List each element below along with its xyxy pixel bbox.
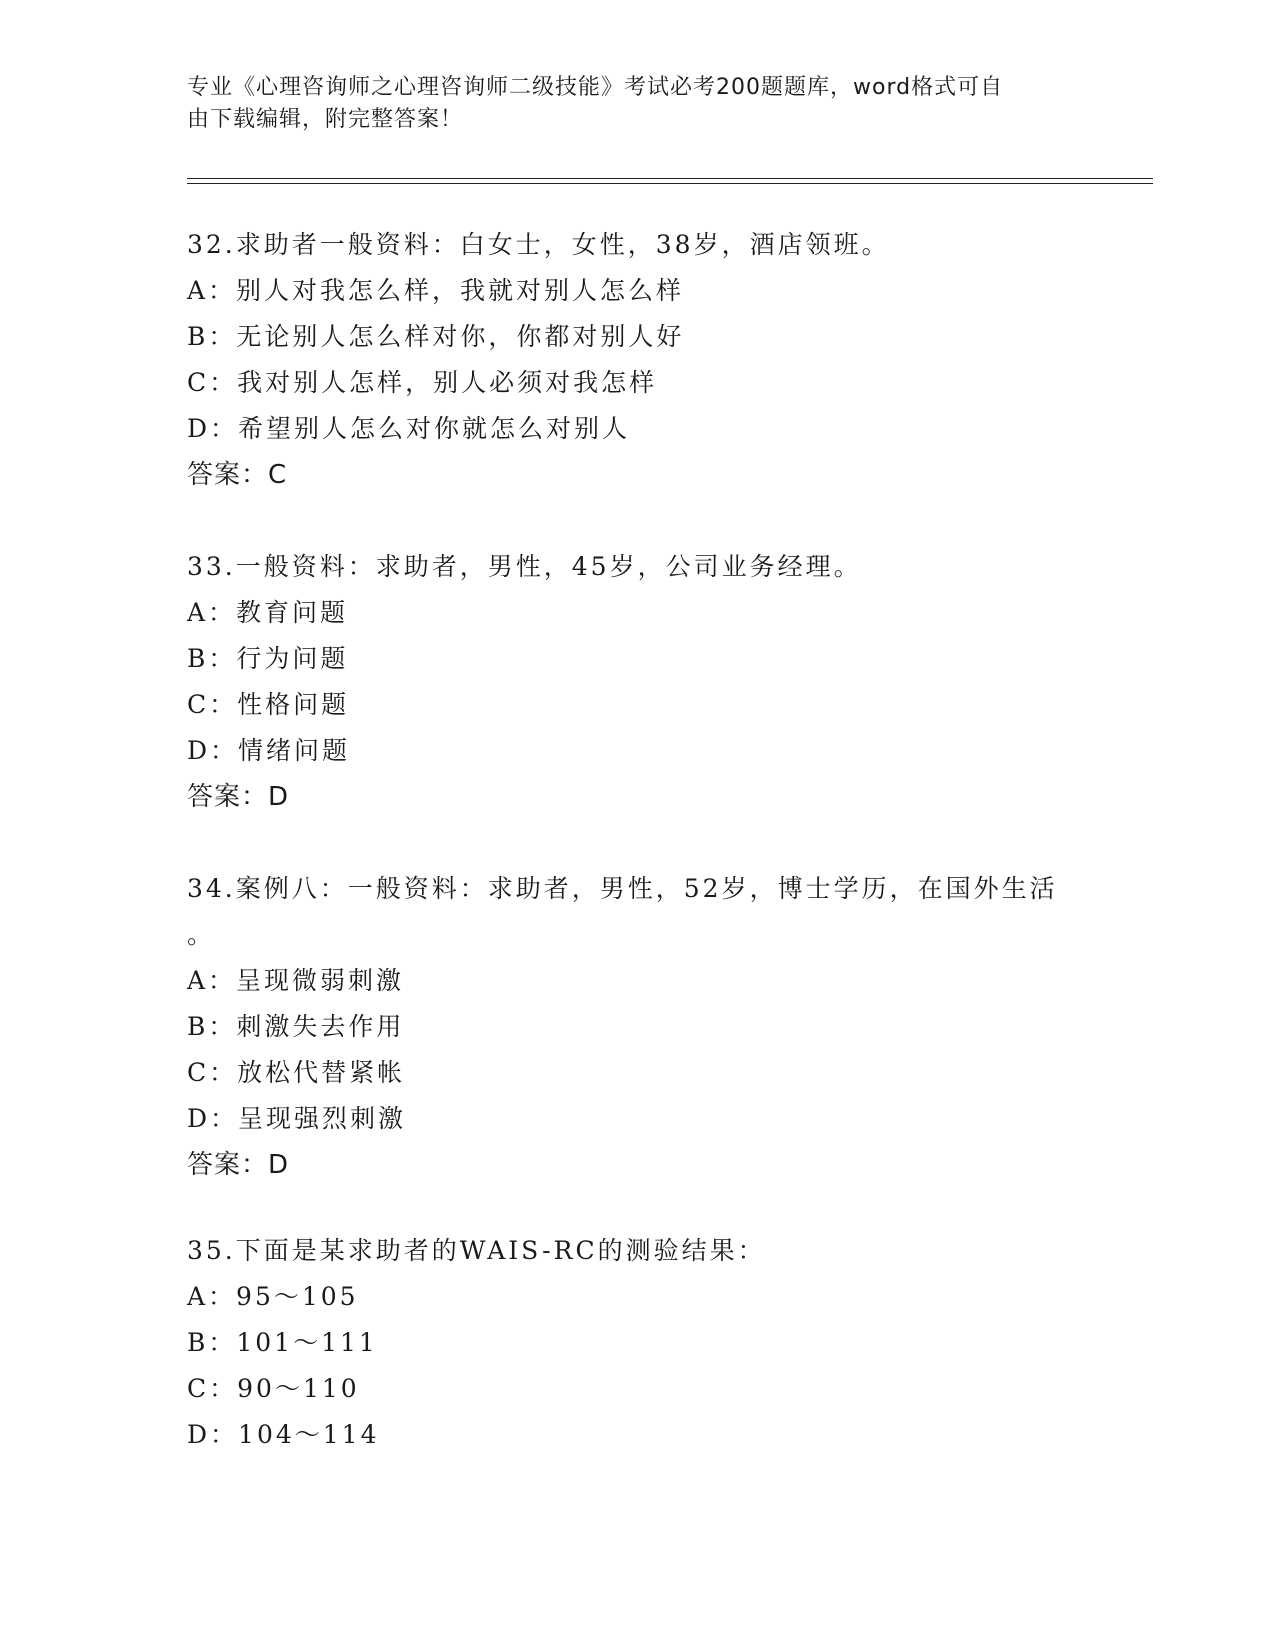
option-c: C：我对别人怎样，别人必须对我怎样: [187, 368, 658, 397]
option-c: C：放松代替紧帐: [187, 1058, 406, 1087]
option-b: B：行为问题: [187, 644, 349, 673]
option-c: C：性格问题: [187, 690, 350, 719]
header-rule-top: [187, 178, 1153, 179]
option-a: A：教育问题: [187, 598, 349, 627]
option-d: D：104～114: [187, 1420, 380, 1449]
option-a: A：呈现微弱刺激: [187, 966, 405, 995]
option-b: B：101～111: [187, 1328, 378, 1357]
header-line-1: 专业《心理咨询师之心理咨询师二级技能》考试必考200题题库，word格式可自: [187, 75, 1004, 100]
option-a: A：别人对我怎么样，我就对别人怎么样: [187, 276, 685, 305]
option-a: A：95～105: [187, 1282, 359, 1311]
header-rule-bottom: [187, 183, 1153, 184]
header-line-2: 由下载编辑，附完整答案！: [187, 107, 464, 132]
option-d: D：情绪问题: [187, 736, 351, 765]
question-32: [187, 222, 1087, 498]
option-d: D：呈现强烈刺激: [187, 1104, 407, 1133]
question-stem: 34.案例八：一般资料：求助者，男性，52岁，博士学历，在国外生活: [187, 874, 1058, 903]
question-stem-continued: 。: [187, 920, 216, 949]
option-d: D：希望别人怎么对你就怎么对别人: [187, 414, 631, 443]
question-33: [187, 544, 1087, 820]
question-34: [187, 866, 1087, 1188]
document-header: [187, 72, 1067, 136]
answer: 答案：C: [187, 460, 288, 490]
answer: 答案：D: [187, 1150, 290, 1180]
answer: 答案：D: [187, 782, 290, 812]
option-b: B：刺激失去作用: [187, 1012, 405, 1041]
question-stem: 35.下面是某求助者的WAIS-RC的测验结果：: [187, 1236, 766, 1265]
option-c: C：90～110: [187, 1374, 360, 1403]
question-stem: 32.求助者一般资料：白女士，女性，38岁，酒店领班。: [187, 230, 890, 259]
question-35: [187, 1228, 1087, 1458]
option-b: B：无论别人怎么样对你，你都对别人好: [187, 322, 685, 351]
question-stem: 33.一般资料：求助者，男性，45岁，公司业务经理。: [187, 552, 862, 581]
